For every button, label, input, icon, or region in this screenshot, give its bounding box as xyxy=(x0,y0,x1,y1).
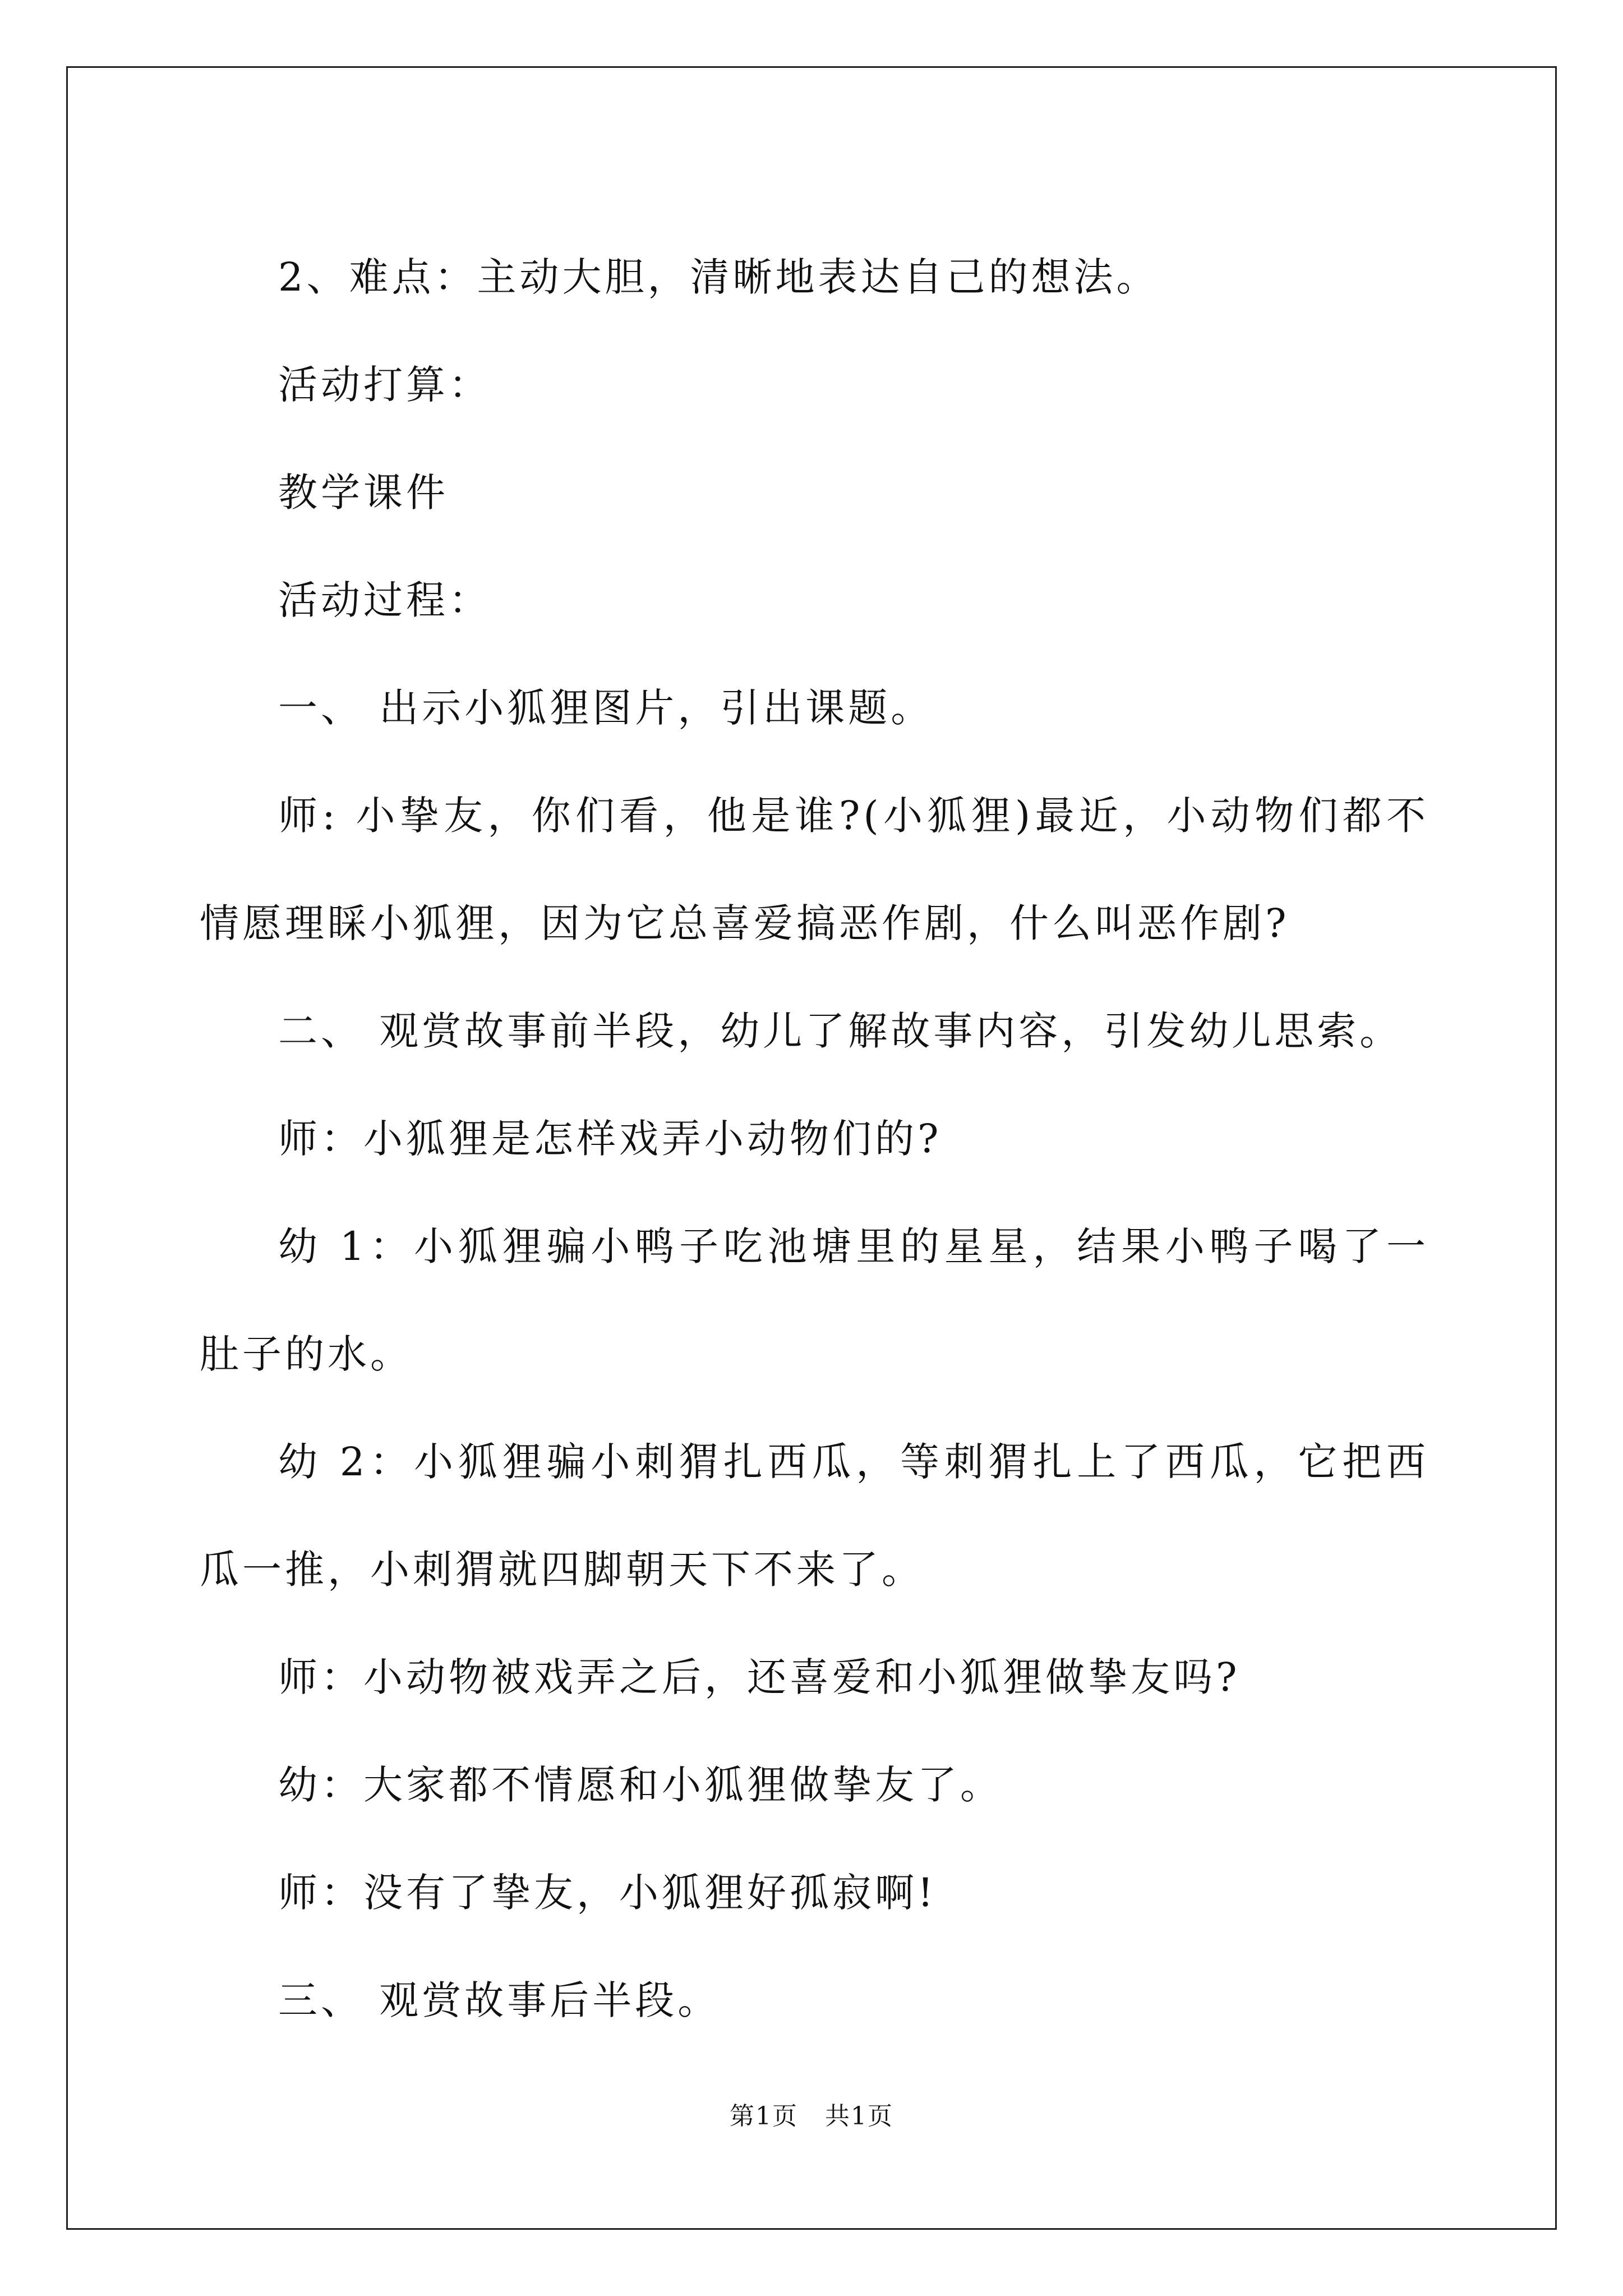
document-body xyxy=(200,223,1429,2054)
paragraph-difficulty: 2、难点：主动大胆，清晰地表达自己的想法。 xyxy=(278,254,1159,300)
paragraph-courseware: 教学课件 xyxy=(278,470,449,516)
page-number-total: 共1页 xyxy=(825,2102,893,2131)
paragraph-step-two: 二、 观赏故事前半段，幼儿了解故事内容，引发幼儿思索。 xyxy=(278,1008,1403,1054)
paragraph-child-answer-3: 幼：大家都不情愿和小狐狸做挚友了。 xyxy=(278,1762,1003,1808)
paragraph-step-three: 三、 观赏故事后半段。 xyxy=(278,1977,721,2023)
paragraph-step-one: 一、 出示小狐狸图片，引出课题。 xyxy=(278,685,934,731)
paragraph-teacher-intro: 师: 小挚友，你们看，他是谁?(小狐狸)最近，小动物们都不情愿理睬小狐狸，因为它总喜爱搞恶作剧，什么叫恶作剧? xyxy=(200,793,1429,946)
page-number-current: 第1页 xyxy=(730,2102,798,2131)
paragraph-teacher-question: 师：小狐狸是怎样戏弄小动物们的? xyxy=(278,1116,942,1162)
paragraph-teacher-remark: 师：没有了挚友，小狐狸好孤寂啊! xyxy=(278,1870,937,1916)
paragraph-activity-process: 活动过程： xyxy=(278,577,491,623)
paragraph-child-answer-2: 幼 2：小狐狸骗小刺猬扎西瓜，等刺猬扎上了西瓜，它把西瓜一推，小刺猬就四脚朝天下不来了。 xyxy=(200,1439,1429,1593)
paragraph-activity-plan: 活动打算： xyxy=(278,362,491,408)
page-footer xyxy=(0,2096,1623,2132)
paragraph-teacher-question-2: 师：小动物被戏弄之后，还喜爱和小狐狸做挚友吗? xyxy=(278,1654,1241,1700)
paragraph-child-answer-1: 幼 1：小狐狸骗小鸭子吃池塘里的星星，结果小鸭子喝了一肚子的水。 xyxy=(200,1223,1429,1377)
